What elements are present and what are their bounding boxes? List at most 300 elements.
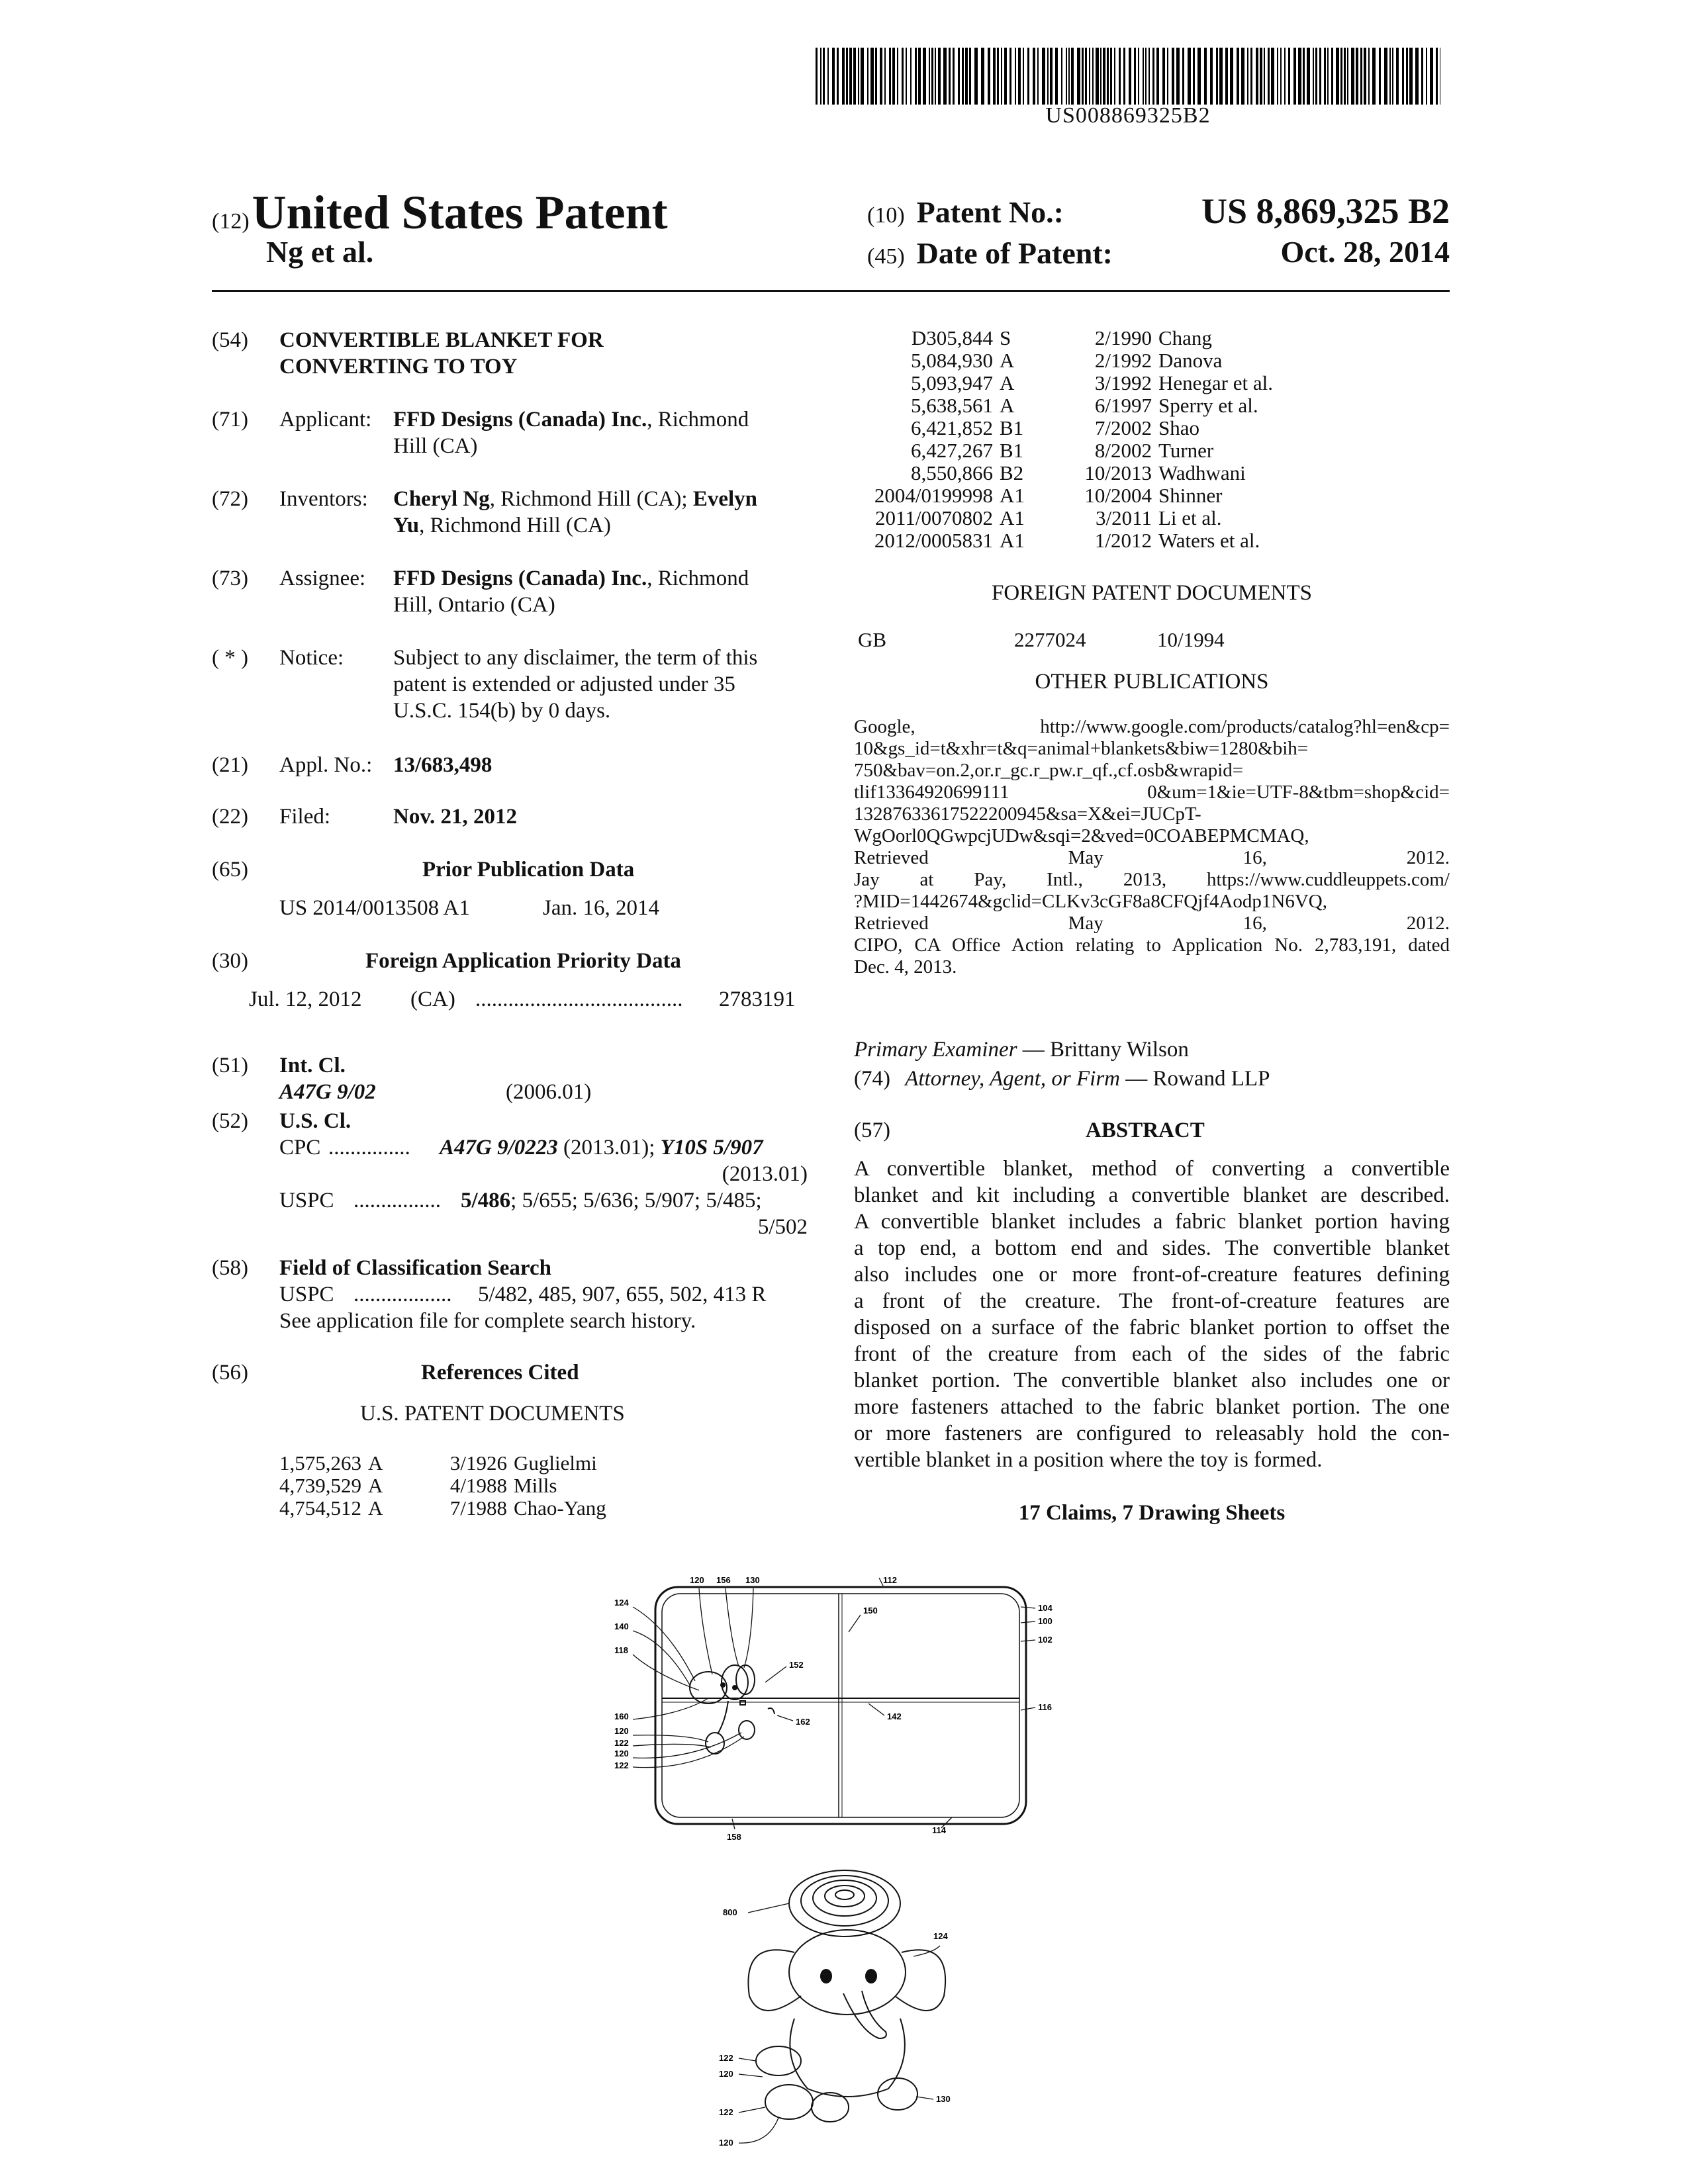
text-line: 750&bav=on.2,or.r_gc.r_pw.r_qf.,cf.osb&wrapid= [854,760,1244,781]
code-21: (21) [212,753,248,777]
barcode-bar [1204,48,1207,105]
barcode-bar [915,48,917,105]
barcode-bar [1406,48,1408,105]
barcode-bar [918,48,921,105]
reference-row [854,417,1324,439]
barcode-bar [820,48,821,105]
ref-number: 8,550,866 [911,461,993,484]
barcode-bar [1009,48,1011,105]
notice-label: Notice: [279,646,344,670]
barcode-bar [1327,48,1329,105]
reference-numeral: 120 [719,2138,733,2148]
code-30: (30) [212,949,248,973]
barcode-bar [1392,48,1393,105]
ref-kind: A [368,1496,383,1520]
authors: Ng et al. [266,235,374,269]
assignee-loc-2: Hill, Ontario (CA) [393,593,555,617]
barcode-bar [1324,48,1326,105]
barcode-bar [846,48,848,105]
barcode-bar [1379,48,1381,105]
code-72: (72) [212,487,248,511]
uspc-line-2: 5/502 [757,1215,808,1239]
inventors-value [393,486,757,539]
barcode-bar [816,48,818,105]
text-line: blanket portion. The convertible blanket also includes one or [854,1369,1450,1392]
barcode-bar [1103,48,1105,105]
assignee-label: Assignee: [279,567,366,590]
barcode-bar [1047,48,1049,105]
barcode-bar [1319,48,1321,105]
cpc-version-2: (2013.01) [722,1162,808,1186]
ref-inventor: Mills [514,1474,557,1497]
right-reference-table [854,327,1324,552]
title-line-2: CONVERTING TO TOY [279,355,518,379]
barcode-bar [1027,48,1029,105]
claims-sheets: 17 Claims, 7 Drawing Sheets [1018,1501,1286,1525]
barcode-bar [1351,48,1354,105]
barcode-bar [1188,48,1191,105]
barcode-bar [1421,48,1423,105]
ref-date: 8/2002 [1094,439,1152,462]
search-label: Field of Classification Search [279,1256,551,1280]
barcode-bar [1415,48,1419,105]
barcode-bar [1023,48,1024,105]
notice-line-3: U.S.C. 154(b) by 0 days. [393,699,611,723]
barcode-bar [1256,48,1258,105]
ref-date: 7/2002 [1094,416,1152,439]
text-line: tlif13364920699111 0&um=1&ie=UTF-8&tbm=shop&cid= [854,782,1450,803]
priority-dots: ...................................... [475,987,683,1011]
barcode-bar [889,48,891,105]
barcode-bar [823,48,825,105]
reference-numeral: 142 [887,1711,902,1721]
barcode-bar [949,48,951,105]
ref-kind: A [368,1451,383,1475]
header-rule [212,290,1450,292]
inventor-1: Cheryl Ng [393,487,490,511]
field-22-filed [212,803,821,830]
reference-numeral: 122 [614,1738,629,1748]
barcode-bar [1085,48,1087,105]
barcode-bar [1368,48,1370,105]
attorney-line [854,1066,1450,1092]
ref-date: 10/2013 [1084,461,1152,484]
barcode-bar [1313,48,1314,105]
inventor-1-loc: , Richmond Hill (CA); [489,487,693,511]
filed-label: Filed: [279,805,331,829]
date-label-line [867,236,1113,271]
field-52-us-cl [212,1108,821,1240]
barcode-bar [849,48,852,105]
ref-inventor: Turner [1158,439,1214,462]
left-ear [748,1950,801,2011]
title-line-1: CONVERTIBLE BLANKET FOR [279,328,604,352]
assignee-loc-1: , Richmond [647,567,749,590]
patent-date: Oct. 28, 2014 [1280,235,1450,269]
ref-inventor: Guglielmi [514,1451,597,1475]
barcode-bar [1409,48,1413,105]
barcode-bar [935,48,936,105]
other-pubs-heading: OTHER PUBLICATIONS [1035,670,1269,694]
barcode-bar [1268,48,1270,105]
code-51: (51) [212,1054,248,1077]
ref-date: 4/1988 [449,1474,507,1497]
filed-value: Nov. 21, 2012 [393,805,518,829]
code-56: (56) [212,1361,248,1385]
field-30-priority [212,948,821,1014]
text-line: vertible blanket in a position where the toy is formed. [854,1448,1323,1472]
barcode-bar [892,48,895,105]
barcode-bar [1280,48,1282,105]
barcode-bar [884,48,886,105]
invention-title [279,327,604,380]
reference-numeral: 102 [1038,1635,1053,1645]
barcode-bar [1100,48,1102,105]
barcode-bar [1092,48,1094,105]
reference-numeral: 120 [690,1575,704,1585]
reference-row [854,484,1324,507]
code-10: (10) [867,203,905,228]
barcode-bar [1372,48,1376,105]
ref-number: 4,739,529 [279,1474,361,1497]
text-line: a front of the creature. The front-of-creature features are [854,1289,1450,1313]
text-line: Google, http://www.google.com/products/catalog?hl=en&cp= [854,716,1450,737]
blanket-inner-edge [662,1594,1019,1817]
code-71: (71) [212,408,248,432]
barcode-bar [1288,48,1290,105]
ref-date: 10/2004 [1084,484,1152,507]
ref-inventor: Shinner [1158,484,1223,507]
cpc-class-1: A47G 9/0223 [440,1136,558,1160]
prior-pub-number: US 2014/0013508 A1 [279,896,470,920]
reference-numeral: 104 [1038,1603,1053,1613]
barcode-bar [1247,48,1248,105]
text-line: also includes one or more front-of-creature features defining [854,1263,1450,1287]
barcode-bar [1219,48,1223,105]
uspc-label: USPC [279,1189,334,1212]
patent-number: US 8,869,325 B2 [1201,191,1450,231]
ref-date: 3/2011 [1096,506,1152,529]
text-line: Retrieved May 16, 2012. [854,847,1450,868]
priority-heading: Foreign Application Priority Data [365,949,681,973]
ref-kind: B1 [1000,416,1024,439]
barcode-bar [1042,48,1045,105]
ref-number: 2012/0005831 [874,529,993,552]
ref-kind: A1 [1000,529,1025,552]
prior-pub-heading: Prior Publication Data [422,858,635,882]
ref-number: 5,638,561 [911,394,993,417]
barcode-bar [1384,48,1387,105]
barcode-bar [923,48,926,105]
ref-kind: A [1000,349,1015,372]
ref-number: 4,754,512 [279,1496,361,1520]
examiner-name: — Brittany Wilson [1017,1038,1189,1062]
reference-numeral: 158 [727,1832,741,1842]
appl-no-value: 13/683,498 [393,753,492,777]
barcode-bar [842,48,845,105]
reference-numeral: 122 [719,2053,733,2063]
uspc-dots: ................ [353,1189,441,1212]
ref-inventor: Chang [1158,326,1212,349]
code-12: (12) [212,209,250,234]
barcode-bar [962,48,964,105]
ref-date: 2/1992 [1094,349,1152,372]
code-73: (73) [212,567,248,590]
applicant-label: Applicant: [279,408,372,432]
text-line: Jay at Pay, Intl., 2013, https://www.cuddleuppets.com/ [854,869,1450,890]
creature-features [690,1665,774,1754]
examiner-line [854,1036,1450,1063]
barcode-bar [1182,48,1184,105]
barcode-bar [875,48,877,105]
barcode-bar [1129,48,1131,105]
doc-type-line [212,185,668,240]
barcode-bar [1033,48,1035,105]
barcode-bar [1176,48,1180,105]
patent-no-label-line [867,195,1064,230]
ref-inventor: Waters et al. [1158,529,1260,552]
barcode-bar [1004,48,1007,105]
field-65-prior-pub [212,856,821,920]
reference-row [854,462,1324,484]
reference-numeral: 162 [796,1717,810,1727]
reference-row [854,439,1324,462]
barcode-bar [858,48,859,105]
barcode-bar [965,48,968,105]
field-56-references [212,1359,821,1531]
inventor-2-loc: , Richmond Hill (CA) [419,514,611,537]
ref-kind: A [1000,371,1015,394]
cpc-value [440,1134,763,1161]
uspc-value [461,1187,762,1214]
barcode [816,48,1440,105]
field-73-assignee [212,565,821,621]
reference-row [262,1497,653,1520]
ref-kind: B2 [1000,461,1024,484]
reference-numeral: 120 [614,1749,629,1758]
code-65: (65) [212,858,248,882]
text-line: ?MID=1442674&gclid=CLKv3cGF8a8CFQjf4Aodp1N6VQ, [854,891,1327,912]
barcode-bar [1134,48,1136,105]
int-cl-version: (2006.01) [506,1080,592,1104]
barcode-bar [1001,48,1002,105]
barcode-bar [1396,48,1399,105]
barcode-bar [993,48,996,105]
barcode-bar [938,48,941,105]
ref-date: 3/1992 [1094,371,1152,394]
uspc-rest: ; 5/655; 5/636; 5/907; 5/485; [510,1189,762,1212]
blanket-figure [609,1569,1072,1846]
field-51-int-cl [212,1052,821,1105]
field-21-appl-no [212,752,821,778]
foreign-country: GB [858,628,887,651]
notice-line-1: Subject to any disclaimer, the term of this [393,646,758,670]
ref-number: 5,093,947 [911,371,993,394]
barcode-bar [1216,48,1218,105]
ref-number: 5,084,930 [911,349,993,372]
barcode-bar [1167,48,1168,105]
barcode-bar [1110,48,1112,105]
barcode-bar [837,48,839,105]
prior-pub-date: Jan. 16, 2014 [543,896,659,920]
barcode-bar [853,48,856,105]
applicant-value [393,406,749,459]
field-58-search [212,1255,821,1334]
applicant-loc-1: , Richmond [647,408,749,432]
reference-numeral: 114 [932,1825,946,1835]
text-line: a top end, a bottom end and sides. The convertible blanket [854,1236,1450,1260]
code-57: (57) [854,1118,890,1142]
cpc-class-2: Y10S 5/907 [660,1136,763,1160]
barcode-bar [988,48,990,105]
left-reference-table [262,1452,653,1520]
foreign-docs-heading: FOREIGN PATENT DOCUMENTS [991,581,1313,605]
barcode-bar [1015,48,1016,105]
reference-numeral: 116 [1038,1702,1052,1712]
barcode-bar [1119,48,1121,105]
barcode-bar [897,48,898,105]
barcode-bar [974,48,978,105]
ref-kind: A [1000,394,1015,417]
code-58: (58) [212,1256,248,1280]
text-line: A convertible blanket includes a fabric blanket portion having [854,1210,1450,1234]
priority-date: Jul. 12, 2012 [249,987,362,1011]
barcode-bar [1389,48,1391,105]
barcode-bar [1331,48,1333,105]
reference-numeral: 100 [1038,1616,1053,1626]
reference-row [854,507,1324,529]
text-line: 13287633617522200945&sa=X&ei=JUCpT- [854,803,1201,825]
reference-numeral: 130 [936,2094,951,2104]
toy-figure [715,1840,973,2171]
field-54-title [212,327,821,383]
ref-date: 2/1990 [1094,326,1152,349]
barcode-bar [1271,48,1274,105]
reference-numeral: 152 [789,1660,804,1670]
ref-inventor: Danova [1158,349,1223,372]
examiner-label: Primary Examiner [854,1038,1017,1062]
search-note: See application file for complete search history. [279,1309,696,1333]
barcode-bar [1356,48,1358,105]
foreign-date: 10/1994 [1157,628,1225,651]
barcode-bar [1307,48,1310,105]
barcode-bar [1436,48,1438,105]
reference-numeral: 122 [719,2107,733,2117]
barcode-bar [902,48,904,105]
barcode-bar [931,48,933,105]
inventor-2-last: Yu [393,514,420,537]
barcode-bar [880,48,882,105]
barcode-bar [1114,48,1115,105]
barcode-bar [827,48,829,105]
int-cl-class: A47G 9/02 [279,1080,376,1104]
ref-kind: B1 [1000,439,1024,462]
ref-date: 3/1926 [449,1451,507,1475]
barcode-bar [1402,48,1404,105]
text-line: disposed on a surface of the fabric blanket portion to offset the [854,1316,1450,1340]
reference-numeral: 800 [723,1907,737,1917]
reference-numeral: 124 [933,1931,948,1941]
code-22: (22) [212,805,248,829]
barcode-bar [1241,48,1244,105]
text-line: or more fasteners are configured to releasably hold the con- [854,1422,1450,1445]
ref-inventor: Sperry et al. [1158,394,1258,417]
code-45: (45) [867,244,905,269]
barcode-bar [953,48,955,105]
barcode-bar [981,48,984,105]
barcode-bar [1096,48,1099,105]
cpc-label: CPC [279,1136,321,1160]
reference-numerals [614,1575,1053,1842]
barcode-bar [1303,48,1305,105]
barcode-bar [1264,48,1265,105]
left-reference-list [262,1452,653,1520]
text-line: Dec. 4, 2013. [854,956,957,978]
reference-numeral: 156 [716,1575,731,1585]
barcode-bar [1107,48,1109,105]
notice-text [393,645,821,724]
barcode-bar [1230,48,1233,105]
leader-lines [633,1578,1035,1829]
ref-kind: S [1000,326,1011,349]
abstract-heading-line [854,1117,1450,1144]
barcode-bar [1162,48,1165,105]
barcode-bar [929,48,930,105]
ref-number: 1,575,263 [279,1451,361,1475]
barcode-bar [1193,48,1195,105]
barcode-bar [1066,48,1067,105]
ref-kind: A [368,1474,383,1497]
reference-row [262,1452,653,1475]
priority-country: (CA) [410,987,455,1011]
barcode-bar [1068,48,1070,105]
barcode-bar [1284,48,1286,105]
doc-type: United States Patent [252,186,668,239]
cpc-dots: ............... [328,1136,410,1160]
barcode-bar [867,48,868,105]
reference-row [262,1475,653,1497]
code-74: (74) [854,1067,890,1091]
barcode-bar [1145,48,1147,105]
code-52: (52) [212,1109,248,1133]
barcode-bar [1077,48,1080,105]
barcode-bar [1344,48,1346,105]
ref-number: 6,427,267 [911,439,993,462]
notice-line-2: patent is extended or adjusted under 35 [393,672,735,696]
reference-numeral: 120 [719,2069,733,2079]
barcode-bar [906,48,907,105]
reference-row [854,529,1324,552]
text-line: 10&gs_id=t&xhr=t&q=animal+blankets&biw=1280&bih= [854,738,1309,759]
us-cl-label: U.S. Cl. [279,1109,352,1133]
barcode-bar [1277,48,1278,105]
barcode-bar [943,48,947,105]
other-publications [854,716,1450,978]
int-cl-label: Int. Cl. [279,1054,346,1077]
ref-number: 2011/0070802 [875,506,993,529]
barcode-bar [1149,48,1150,105]
barcode-bar [1336,48,1339,105]
ref-inventor: Chao-Yang [514,1496,606,1520]
reference-numeral: 140 [614,1621,629,1631]
ref-inventor: Shao [1158,416,1199,439]
us-patent-docs-heading: U.S. PATENT DOCUMENTS [360,1402,625,1426]
barcode-bar [1138,48,1139,105]
right-reference-list [854,327,1324,552]
ref-date: 6/1997 [1094,394,1152,417]
barcode-bar [1143,48,1144,105]
barcode-bar [1156,48,1159,105]
